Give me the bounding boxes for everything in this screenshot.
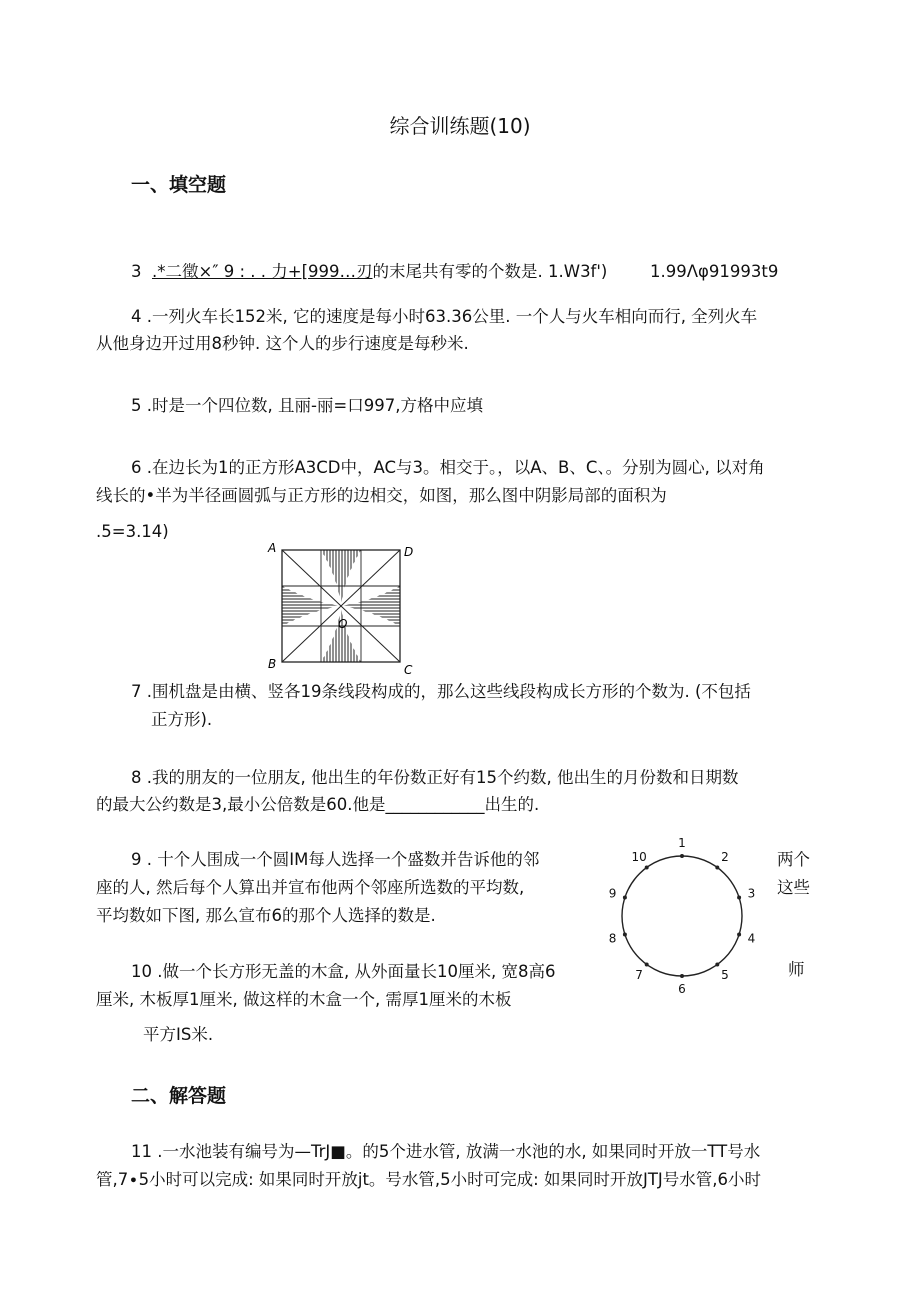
circle-point-3 [737,896,741,900]
question-11-line-1: 11 .一水池装有编号为—TrJ■。的5个进水管, 放满一水池的水, 如果同时开放一TT号水 [131,1142,761,1161]
label-a: A [268,541,277,555]
circle-label-9: 9 [608,886,617,901]
label-o: O [338,617,348,631]
question-10-line-3: 平方IS米. [143,1025,214,1044]
question-10-line-1: 10 .做一个长方形无盖的木盒, 从外面量长10厘米, 宽8高6 [131,962,556,981]
question-5: 5 .时是一个四位数, 且丽-丽=口997,方格中应填 [131,396,483,415]
circle-point-2 [715,866,719,870]
question-7-line-1: 7 .围机盘是由横、竖各19条线段构成的，那么这些线段构成长方形的个数为. (不包括 [131,682,751,701]
circle-point-10 [645,866,649,870]
circle-point-7 [645,963,649,967]
question-8-line-1: 8 .我的朋友的一位朋友, 他出生的年份数正好有15个约数, 他出生的月份数和日期数 [131,768,739,787]
label-d: D [404,545,414,559]
circle-point-5 [715,963,719,967]
circle-label-7: 7 [635,968,643,983]
answer-blank: ____________ [385,795,485,814]
question-9-line-3: 平均数如下图, 那么宣布6的那个人选择的数是. [96,906,436,925]
question-6-line-3: .5=3.14) [96,522,169,541]
circle-point-4 [737,933,741,937]
circle-of-averages-figure [604,836,764,996]
circle-label-1: 1 [678,836,686,850]
shaded-region-right [341,586,400,626]
circle-label-3: 3 [747,886,756,901]
question-3-tail: 1.99Λφ91993t9 [650,262,779,281]
circle-point-9 [623,896,627,900]
circle-label-6: 6 [678,982,686,996]
circle-point-8 [623,933,627,937]
question-4-line-1: 4 .一列火车长152米, 它的速度是每小时63.36公里. 一个人与火车相向而行, 全列火车 [131,307,758,326]
shaded-region-bottom [321,606,361,662]
question-4-line-2: 从他身边开过用8秒钟. 这个人的步行速度是每秒米. [96,334,469,353]
circle-outline [622,856,742,976]
circle-point-6 [680,974,684,978]
question-3-number: 3 [131,262,142,281]
circle-label-5: 5 [721,968,729,983]
question-3-expression: .*二徵×″ 9 : . . 力+[999…刃 [152,262,373,281]
circle-label-4: 4 [747,931,756,946]
section-heading-solve: 二、解答题 [131,1085,227,1107]
page-title: 综合训练题(10) [389,114,531,138]
shaded-region-left [282,586,341,626]
side-text-1: 两个 [777,850,810,869]
question-3-text: 的末尾共有零的个数是. 1.W3f') [372,262,608,281]
side-text-2: 这些 [777,878,810,897]
section-heading-fill-blank: 一、填空题 [131,174,227,196]
circle-label-8: 8 [608,931,617,946]
question-10-line-2: 厘米, 木板厚1厘米, 做这样的木盒一个, 需厚1厘米的木板 [96,990,512,1009]
square-arcs-figure [260,538,420,678]
question-9-line-2: 座的人, 然后每个人算出并宣布他两个邻座所选数的平均数, [96,878,525,897]
question-9-line-1: 9 . 十个人围成一个圆IM每人选择一个盛数并告诉他的邻 [131,850,540,869]
circle-point-1 [680,854,684,858]
question-6-line-2: 线长的•半为半径画圆弧与正方形的边相交，如图，那么图中阴影局部的面积为 [96,486,667,505]
label-c: C [404,663,413,677]
question-7-line-2: 正方形). [151,710,213,729]
circle-label-2: 2 [721,849,729,864]
label-b: B [268,657,277,671]
question-6-line-1: 6 .在边长为1的正方形A3CD中，AC与3。相交于。，以A、B、C、。分别为圆心, 以对角 [131,458,765,477]
side-text-3: 师 [788,960,805,979]
shaded-region-top [321,550,361,606]
circle-label-10: 10 [631,849,647,864]
question-8-line-2: 的最大公约数是3,最小公倍数是60.他是____________出生的. [96,795,540,814]
question-11-line-2: 管,7∙5小时可以完成: 如果同时开放jt。号水管,5小时可完成: 如果同时开放JTJ号水管,6小时 [96,1170,762,1189]
question-3 [131,258,607,286]
